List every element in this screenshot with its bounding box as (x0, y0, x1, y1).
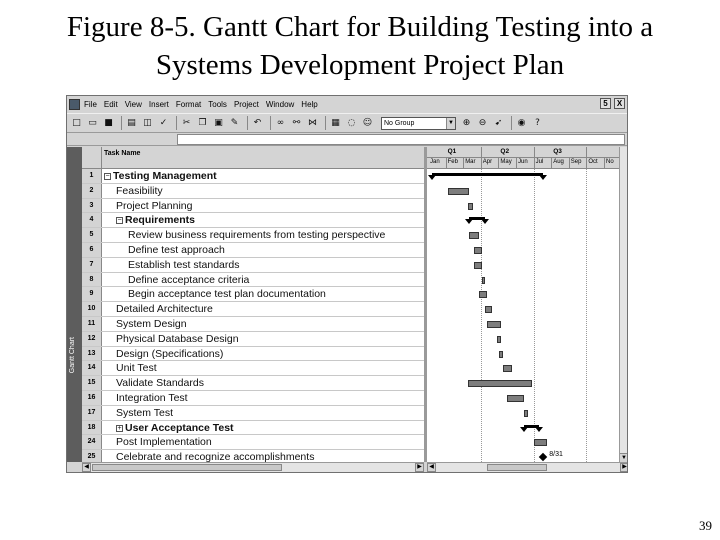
task-id: 6 (82, 243, 102, 257)
task-id: 9 (82, 287, 102, 301)
task-name: System Design (116, 318, 187, 330)
month-label: Apr (482, 159, 493, 165)
task-name-cell[interactable] (116, 347, 223, 361)
month-divider (569, 158, 570, 169)
collapse-icon[interactable]: − (117, 217, 122, 225)
task-table (82, 147, 424, 462)
close-button[interactable]: X (614, 98, 625, 109)
menu-bar (67, 96, 627, 113)
goto-task-icon[interactable]: ➹ (494, 117, 503, 128)
menu-edit[interactable]: Edit (103, 100, 118, 109)
summary-bar[interactable] (432, 173, 544, 176)
task-bar[interactable] (448, 188, 469, 195)
task-name: Begin acceptance test plan documentation (128, 288, 326, 301)
slide-title-line-1: Figure 8-5. Gantt Chart for Building Testing into a (66, 11, 654, 43)
month-label: Feb (447, 159, 458, 165)
menu-view[interactable]: View (124, 100, 142, 109)
month-divider (481, 158, 482, 169)
print-icon[interactable]: ▤ (127, 117, 136, 128)
task-name: System Test (116, 406, 173, 419)
chevron-down-icon[interactable]: ▼ (446, 118, 455, 129)
spelling-icon[interactable]: ✓ (159, 117, 168, 128)
task-bar[interactable] (503, 365, 512, 372)
task-id: 12 (82, 332, 102, 346)
task-name: Feasibility (116, 184, 163, 197)
task-id: 2 (82, 184, 102, 198)
task-id: 14 (82, 361, 102, 375)
help-icon[interactable]: ? (535, 117, 540, 128)
task-row[interactable] (82, 258, 424, 273)
task-row[interactable] (82, 199, 424, 214)
format-painter-icon[interactable]: ✎ (230, 117, 239, 128)
group-select[interactable] (381, 117, 456, 130)
summary-bar-cap (465, 219, 473, 224)
scroll-left-icon[interactable]: ◀ (82, 463, 91, 472)
month-label: Jan (430, 159, 440, 165)
task-id: 24 (82, 435, 102, 449)
task-name: Unit Test (116, 362, 157, 375)
timescale-divider (427, 157, 621, 158)
task-name: Celebrate and recognize accomplishments (116, 451, 315, 462)
task-id: 8 (82, 273, 102, 287)
month-divider (586, 158, 587, 169)
task-row[interactable] (82, 302, 424, 317)
task-name: Project Planning (116, 199, 193, 212)
menu-tools[interactable]: Tools (208, 100, 227, 109)
task-bar[interactable] (507, 395, 524, 402)
month-divider (534, 158, 535, 169)
task-row[interactable] (82, 317, 424, 332)
menu-file[interactable]: File (84, 100, 97, 109)
task-id: 17 (82, 406, 102, 420)
zoom-in-icon[interactable]: ⊕ (462, 117, 471, 128)
open-icon[interactable]: ▭ (88, 117, 97, 128)
notes-icon[interactable]: ◌ (347, 117, 356, 128)
gridline (586, 169, 587, 462)
new-icon[interactable]: □ (72, 117, 81, 128)
undo-icon[interactable]: ↶ (253, 117, 262, 128)
zoom-out-icon[interactable]: ⊖ (478, 117, 487, 128)
menu-format[interactable]: Format (175, 100, 202, 109)
copy-icon[interactable]: ❐ (198, 117, 207, 128)
task-bar[interactable] (524, 410, 528, 417)
task-name: Integration Test (116, 392, 188, 404)
gridline (481, 169, 482, 462)
standard-toolbar (67, 113, 627, 133)
task-row[interactable] (82, 421, 424, 436)
menu-insert[interactable]: Insert (148, 100, 169, 109)
task-name: Define acceptance criteria (128, 273, 250, 286)
task-name: Requirements (125, 214, 196, 227)
task-name: Testing Management (113, 170, 217, 182)
group-select-value: No Group (384, 119, 415, 127)
page-number: 39 (699, 518, 712, 533)
save-icon[interactable]: ■ (104, 117, 113, 128)
task-bar[interactable] (474, 247, 482, 254)
restore-button[interactable]: 5 (600, 98, 611, 109)
task-info-icon[interactable]: ▦ (331, 117, 340, 128)
task-name-cell[interactable] (116, 376, 204, 390)
toolbar-separator (121, 116, 122, 130)
quarter-divider (481, 147, 482, 158)
task-name-cell[interactable] (116, 332, 239, 346)
task-id: 16 (82, 391, 102, 405)
scroll-right-icon[interactable]: ▶ (415, 463, 424, 472)
task-name-cell[interactable] (104, 169, 217, 183)
toolbar-separator (247, 116, 248, 130)
month-divider (446, 158, 447, 169)
task-bar[interactable] (474, 262, 482, 269)
vertical-scrollbar[interactable] (619, 147, 627, 462)
scroll-thumb[interactable] (92, 464, 282, 471)
task-row[interactable] (82, 406, 424, 421)
month-label: Sep (570, 159, 582, 165)
month-label: Mar (465, 159, 476, 165)
task-row[interactable] (82, 450, 424, 462)
task-id: 5 (82, 228, 102, 242)
month-divider (604, 158, 605, 169)
toolbar-separator (325, 116, 326, 130)
task-name: User Acceptance Test (125, 421, 234, 434)
task-name: Physical Database Design (116, 332, 239, 345)
task-row[interactable] (82, 243, 424, 258)
window-controls (600, 98, 625, 109)
quarter-divider (586, 147, 587, 158)
slide-title-line-2: Systems Development Project Plan (155, 49, 565, 81)
task-bar[interactable] (499, 351, 503, 358)
task-row[interactable] (82, 435, 424, 450)
task-name: Detailed Architecture (116, 303, 213, 316)
menu-window[interactable]: Window (265, 100, 295, 109)
task-name-cell[interactable] (128, 258, 239, 272)
id-column-header[interactable] (82, 147, 102, 169)
task-name-cell[interactable] (128, 273, 249, 287)
summary-bar-cap (535, 427, 543, 432)
toolbar-separator (176, 116, 177, 130)
task-name-cell[interactable] (116, 213, 195, 227)
unlink-icon[interactable]: ⚯ (292, 117, 301, 128)
scroll-down-icon[interactable]: ▼ (621, 455, 627, 461)
task-row[interactable] (82, 332, 424, 347)
print-preview-icon[interactable]: ◫ (143, 117, 152, 128)
table-horizontal-scrollbar[interactable] (82, 462, 424, 472)
gantt-chart-area (427, 147, 621, 462)
task-name-header[interactable]: Task Name (104, 150, 141, 157)
paste-icon[interactable]: ▣ (214, 117, 223, 128)
project-window (66, 95, 628, 473)
task-name-cell[interactable] (116, 421, 234, 435)
summary-bar-cap (539, 175, 547, 180)
task-bar[interactable] (485, 306, 492, 313)
task-bar[interactable] (487, 321, 501, 328)
task-id: 18 (82, 421, 102, 435)
task-row[interactable] (82, 391, 424, 406)
view-bar-label: Gantt Chart (69, 337, 76, 374)
menu-project[interactable]: Project (233, 100, 259, 109)
summary-bar-cap (520, 427, 528, 432)
task-bar[interactable] (468, 203, 472, 210)
task-row[interactable] (82, 376, 424, 391)
quarter-label: Q3 (553, 148, 562, 155)
task-id: 10 (82, 302, 102, 316)
task-name: Design (Specifications) (116, 347, 224, 360)
task-name-cell[interactable] (128, 228, 385, 242)
document-icon[interactable] (69, 99, 80, 110)
task-bar[interactable] (534, 439, 546, 446)
task-id: 1 (82, 169, 102, 183)
month-label: No (606, 159, 614, 165)
task-row[interactable] (82, 184, 424, 199)
task-bar[interactable] (482, 277, 486, 284)
copy-picture-icon[interactable]: ◉ (517, 117, 526, 128)
task-row[interactable] (82, 347, 424, 362)
task-name-cell[interactable] (116, 435, 212, 449)
cut-icon[interactable]: ✂ (182, 117, 191, 128)
scroll-thumb[interactable] (487, 464, 547, 471)
assign-icon[interactable]: ☺ (362, 117, 373, 128)
task-row[interactable] (82, 273, 424, 288)
task-bar[interactable] (497, 336, 501, 343)
task-name-cell[interactable] (116, 317, 187, 331)
task-id: 25 (82, 450, 102, 462)
summary-bar-cap (428, 175, 436, 180)
task-name-cell[interactable] (116, 450, 314, 462)
task-id: 3 (82, 199, 102, 213)
timescale (427, 147, 621, 169)
summary-bar-cap (481, 219, 489, 224)
task-name-cell[interactable] (116, 184, 163, 198)
quarter-label: Q1 (447, 148, 457, 155)
month-label: Aug (553, 159, 564, 165)
task-row[interactable] (82, 228, 424, 243)
task-bar[interactable] (479, 291, 487, 298)
entry-bar (67, 133, 627, 146)
task-name: Review business requirements from testing perspective (128, 229, 386, 242)
task-name-cell[interactable] (116, 302, 213, 316)
month-label: Oct (588, 159, 598, 165)
split-icon[interactable]: ⋈ (308, 117, 317, 128)
task-row[interactable] (82, 287, 424, 302)
scroll-left-icon[interactable]: ◀ (427, 463, 436, 472)
gridline (534, 169, 535, 462)
task-name: Post Implementation (116, 436, 212, 449)
task-row[interactable] (82, 213, 424, 228)
task-bar[interactable] (468, 380, 531, 387)
month-divider (463, 158, 464, 169)
task-name-cell[interactable] (116, 391, 188, 405)
month-label: Jun (518, 159, 528, 165)
slide-title (0, 8, 720, 84)
collapse-icon[interactable]: − (105, 173, 110, 180)
task-id: 13 (82, 347, 102, 361)
task-name: Establish test standards (128, 258, 240, 271)
quarter-label: Q2 (500, 148, 510, 155)
task-name-cell[interactable] (128, 287, 326, 301)
expand-icon[interactable]: + (117, 424, 122, 432)
task-name-cell[interactable] (116, 406, 173, 420)
toolbar-separator (511, 116, 512, 130)
task-bar[interactable] (469, 232, 479, 239)
month-label: May (500, 159, 512, 165)
month-divider (498, 158, 499, 169)
table-header (82, 147, 424, 169)
task-row[interactable] (82, 361, 424, 376)
task-name: Define test approach (128, 244, 225, 256)
milestone-diamond[interactable] (539, 453, 547, 461)
menu-help[interactable]: Help (301, 100, 318, 109)
task-id: 11 (82, 317, 102, 331)
scroll-right-icon[interactable]: ▶ (620, 463, 628, 472)
task-name: Validate Standards (116, 377, 204, 390)
link-icon[interactable]: ∞ (276, 117, 285, 128)
month-divider (516, 158, 517, 169)
task-name-cell[interactable] (128, 243, 225, 257)
milestone-label: 8/31 (549, 451, 563, 459)
task-name-cell[interactable] (116, 199, 192, 213)
gantt-horizontal-scrollbar[interactable] (427, 462, 628, 472)
toolbar-separator (270, 116, 271, 130)
task-id: 15 (82, 376, 102, 390)
entry-field[interactable] (177, 134, 625, 145)
task-id: 4 (82, 213, 102, 227)
task-id: 7 (82, 258, 102, 272)
view-bar[interactable] (67, 147, 82, 462)
task-name-cell[interactable] (116, 361, 157, 375)
month-label: Jul (535, 159, 544, 165)
quarter-divider (534, 147, 535, 158)
task-row[interactable] (82, 169, 424, 184)
month-divider (551, 158, 552, 169)
